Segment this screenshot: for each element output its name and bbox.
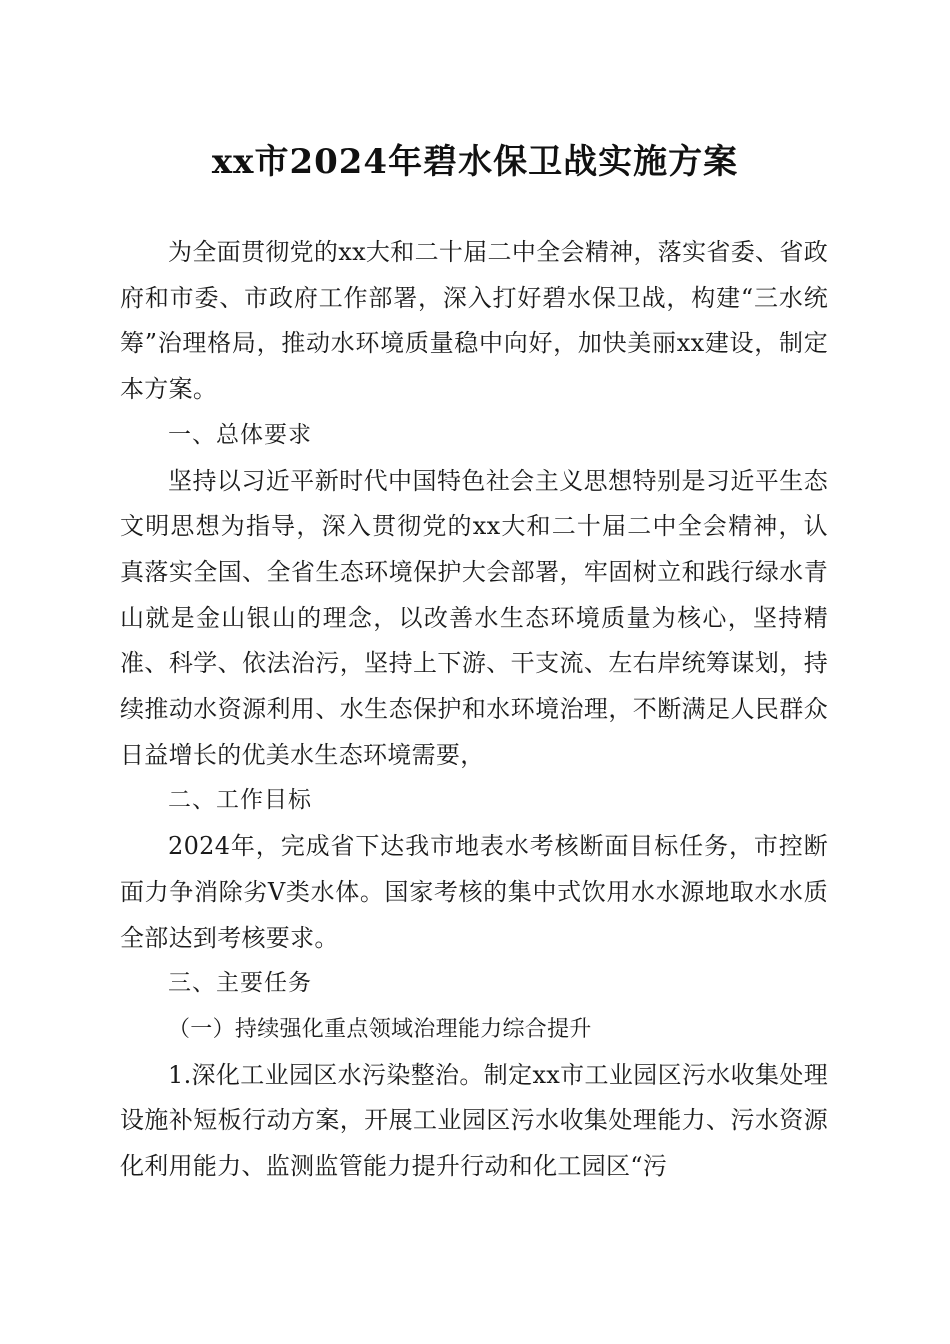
intro-paragraph: 为全面贯彻党的xx大和二十届二中全会精神，落实省委、省政府和市委、市政府工作部署，深入打好碧水保卫战，构建“三水统筹”治理格局，推动水环境质量稳中向好，加快美丽xx建设，制定本方案。 bbox=[120, 238, 828, 404]
work-goals-paragraph: 2024年，完成省下达我市地表水考核断面目标任务，市控断面力争消除劣Ⅴ类水体。国家考核的集中式饮用水水源地取水水质全部达到考核要求。 bbox=[120, 832, 828, 952]
subsection-heading-1: （一）持续强化重点领域治理能力综合提升 bbox=[168, 1016, 592, 1042]
document-body bbox=[120, 230, 828, 1190]
document-title: xx市2024年碧水保卫战实施方案 bbox=[211, 142, 739, 182]
section-heading-main-tasks: 三、主要任务 bbox=[168, 970, 312, 997]
general-requirements-paragraph: 坚持以习近平新时代中国特色社会主义思想特别是习近平生态文明思想为指导，深入贯彻党的xx大和二十届二中全会精神，认真落实全国、全省生态环境保护大会部署，牢固树立和践行绿水青山就是金山银山的理念，以改善水生态环境质量为核心，坚持精准、科学、依法治污，坚持上下游、干支流、左右岸统筹谋划，持续推动水资源利用、水生态保护和水环境治理，不断满足人民群众日益增长的优美水生态环境需要， bbox=[120, 466, 828, 769]
section-heading-general-requirements: 一、总体要求 bbox=[168, 421, 312, 448]
task-item-1-paragraph: 1.深化工业园区水污染整治。制定xx市工业园区污水收集处理设施补短板行动方案，开展工业园区污水收集处理能力、污水资源化利用能力、监测监管能力提升行动和化工园区“污 bbox=[120, 1060, 828, 1181]
section-heading-work-goals: 二、工作目标 bbox=[168, 787, 312, 814]
